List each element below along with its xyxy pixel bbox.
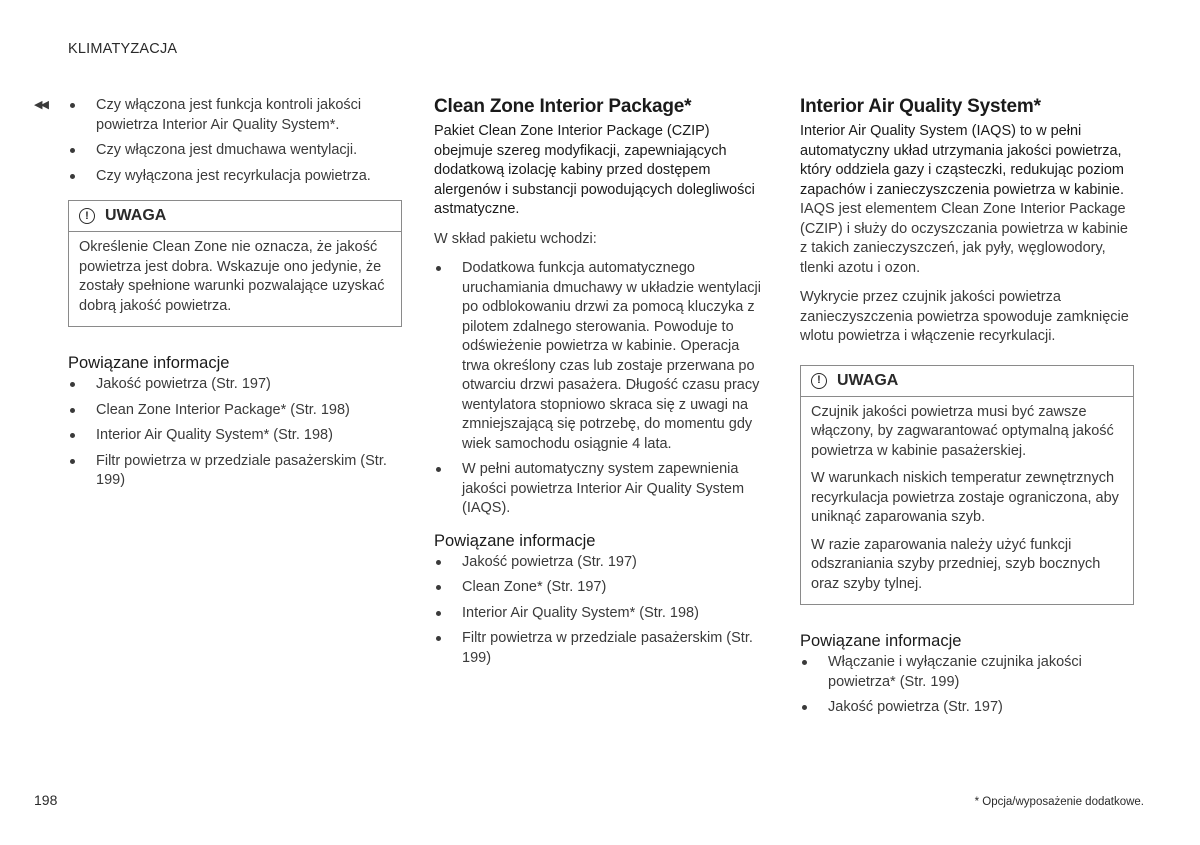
footnote: * Opcja/wyposażenie dodatkowe. [974,796,1144,808]
related-title: Powiązane informacje [68,354,230,372]
section-header: KLIMATYZACJA [68,41,178,57]
feature-list [434,259,768,519]
related-list [434,553,768,669]
related-link[interactable]: Filtr powietrza w przedziale pasażerskim (Str. 199) [434,629,768,668]
note-text: W razie zaparowania należy użyć funkcji odszraniania szyby przedniej, szyb bocznych oraz szyby tylnej. [811,536,1101,592]
note-header [801,366,1133,397]
note-body [69,232,401,326]
related-link[interactable]: Interior Air Quality System* (Str. 198) [68,426,402,446]
note-body [801,397,1133,605]
related-list [800,653,1134,718]
column-2 [434,96,768,674]
note-box [68,200,402,327]
checklist [68,96,402,186]
body-paragraph: Wykrycie przez czujnik jakości powietrza zanieczyszczenia powietrza spowoduje zamknięcie wlotu powietrza i włączenie recyrkulacji. [800,289,1129,344]
info-icon: ! [79,208,95,224]
list-item: W pełni automatyczny system zapewnienia jakości powietrza Interior Air Quality System (IAQS). [434,460,768,519]
related-link[interactable]: Filtr powietrza w przedziale pasażerskim (Str. 199) [68,452,402,491]
section-title: Clean Zone Interior Package* [434,96,692,117]
related-link[interactable]: Clean Zone* (Str. 197) [434,578,768,598]
related-title: Powiązane informacje [434,531,596,550]
lead-paragraph: Pakiet Clean Zone Interior Package (CZIP) obejmuje szereg modyfikacji, zapewniających dodatkową izolację kabiny przed dostępem alergenów i substancji powodujących dolegliwości astmatyczne. [434,123,755,217]
intro-paragraph: W skład pakietu wchodzi: [434,230,597,247]
related-link[interactable]: Jakość powietrza (Str. 197) [434,553,768,573]
note-title: UWAGA [105,207,167,225]
note-text: Czujnik jakości powietrza musi być zawsze włączony, by zagwarantować optymalną jakość powietrza w kabinie pasażerskiej. [811,403,1114,459]
column-1 [68,96,402,497]
related-link[interactable]: Jakość powietrza (Str. 197) [68,375,402,395]
section-title: Interior Air Quality System* [800,96,1041,117]
related-link[interactable]: Włączanie i wyłączanie czujnika jakości powietrza* (Str. 199) [800,653,1134,692]
page-number: 198 [34,792,58,808]
related-link[interactable]: Clean Zone Interior Package* (Str. 198) [68,401,402,421]
note-title: UWAGA [837,371,899,389]
list-item: Czy włączona jest funkcja kontroli jakości powietrza Interior Air Quality System*. [68,96,402,135]
note-header [69,201,401,232]
note-text: Określenie Clean Zone nie oznacza, że jakość powietrza jest dobra. Wskazuje ono jedynie, że zostały spełnione warunki pozwalające uzyskać dobrą jakość powietrza. [79,239,385,314]
note-box [800,365,1134,606]
note-text: W warunkach niskich temperatur zewnętrznych recyrkulacja powietrza zostaje ograniczona, aby uniknąć zaparowania szyb. [811,470,1119,525]
related-title: Powiązane informacje [800,632,962,650]
list-item: Czy wyłączona jest recyrkulacja powietrza. [68,167,402,187]
related-list [68,375,402,491]
continued-arrows-icon: ◀◀ [34,99,47,111]
info-icon: ! [811,373,827,389]
lead-paragraph: Interior Air Quality System (IAQS) to w pełni automatyczny układ utrzymania jakości powietrza, który oddziela gazy i cząsteczki, redukując poziom zapachów i zanieczyszczenia powietrza w kabinie. [800,123,1124,198]
list-item: Czy włączona jest dmuchawa wentylacji. [68,141,402,161]
body-paragraph: IAQS jest elementem Clean Zone Interior Package (CZIP) i służy do oczyszczania powietrza w kabinie z takich zanieczyszczeń, jak pyły, węglowodory, tlenki azotu i ozon. [800,201,1128,276]
related-link[interactable]: Interior Air Quality System* (Str. 198) [434,604,768,624]
related-link[interactable]: Jakość powietrza (Str. 197) [800,698,1134,718]
list-item: Dodatkowa funkcja automatycznego uruchamiania dmuchawy w układzie wentylacji po odblokowaniu drzwi za pomocą kluczyka z pilotem zdalnego sterowania. Powoduje to odświeżenie powietrza w kabinie. Operacja trwa określony czas lub zostaje przerwana po otwarciu drzwi pasażera. Długość czasu pracy wentylatora stopniowo skraca się z uwagi na zmniejszającą się potrzebę, do momentu gdy wiek samochodu osiągnie 4 lata. [434,259,768,454]
column-3 [800,96,1134,724]
